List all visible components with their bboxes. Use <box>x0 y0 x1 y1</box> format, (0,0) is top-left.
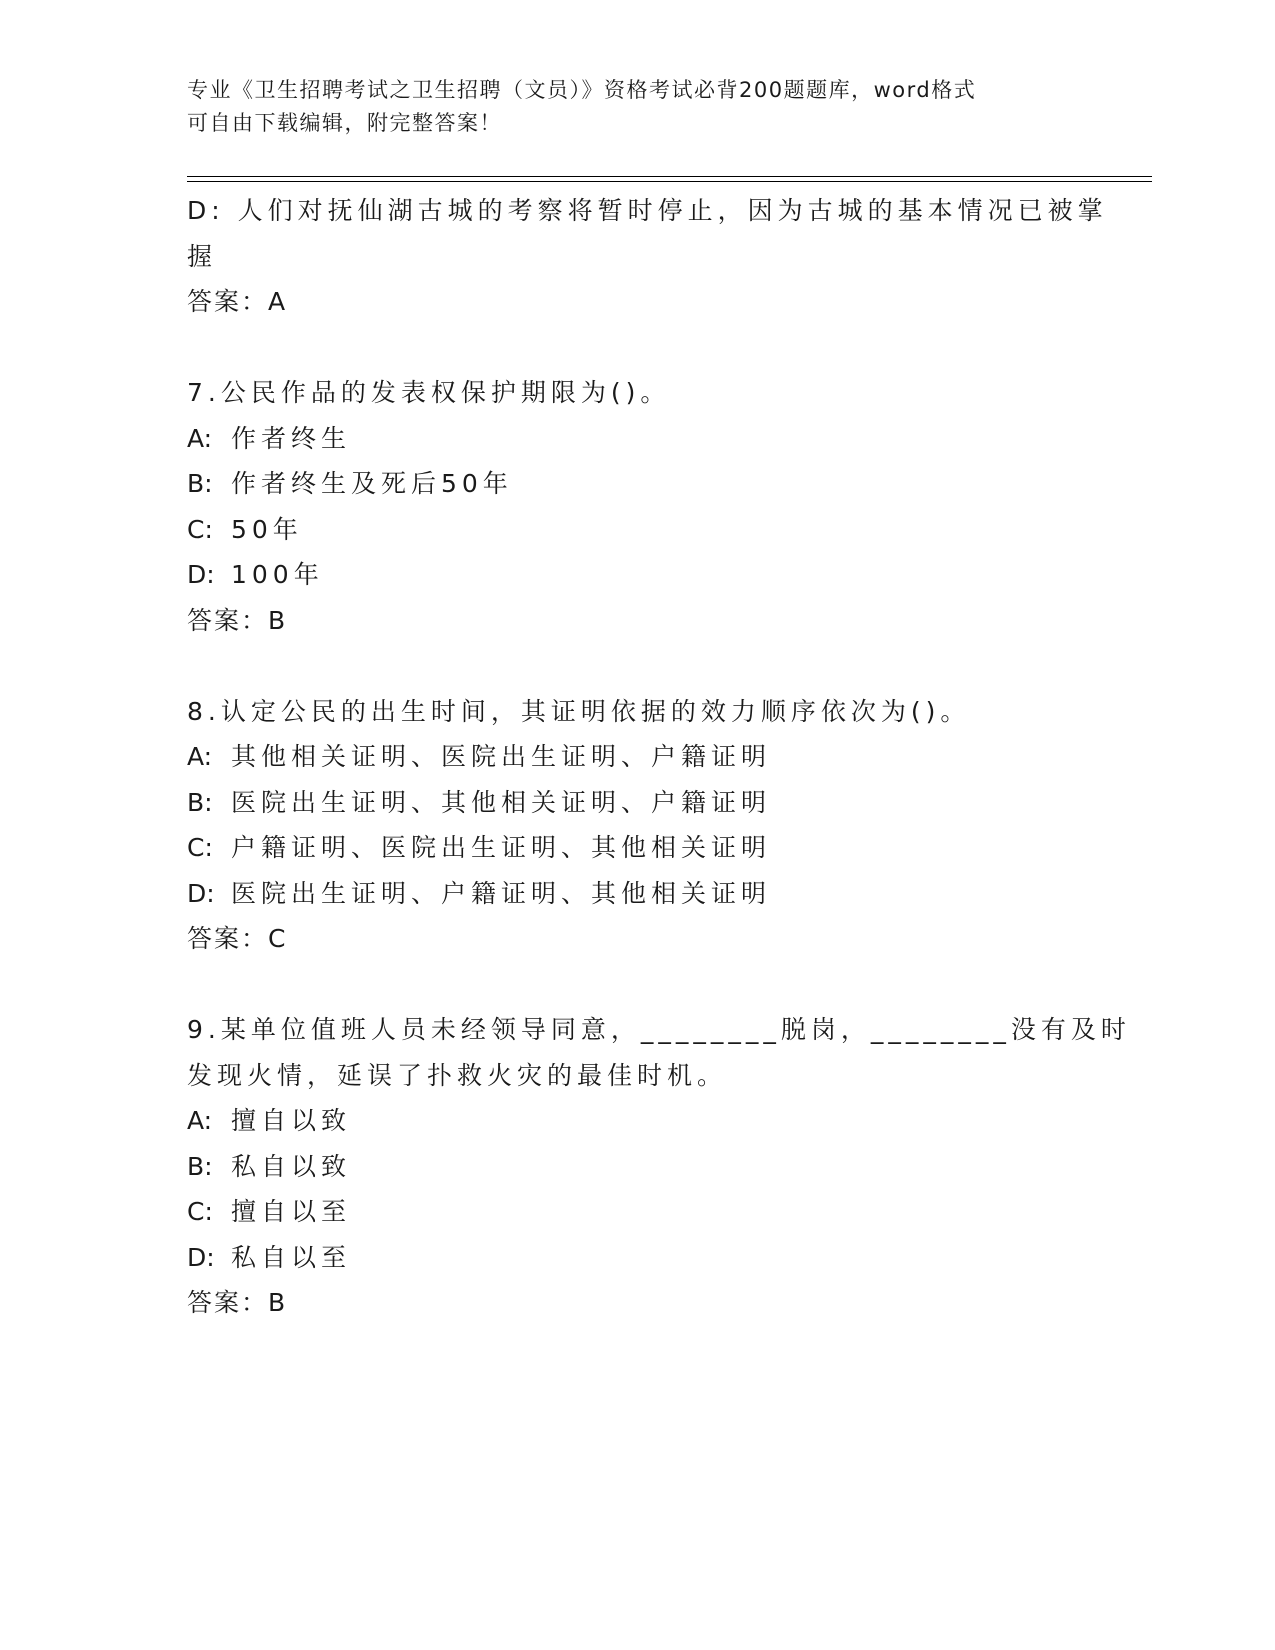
option-d <box>187 871 1087 917</box>
answer-line: 答案：B <box>187 1288 288 1317</box>
spacer <box>187 325 1087 371</box>
option-label: B: <box>187 787 213 817</box>
option-text: 擅自以至 <box>231 1197 352 1226</box>
option-label: A: <box>187 742 213 771</box>
header-title-line1: 专业《卫生招聘考试之卫生招聘（文员）》资格考试必背200题题库，word格式 <box>187 78 977 102</box>
question-content <box>187 188 1131 1326</box>
question-stem-line1: 9.某单位值班人员未经领导同意，________脱岗，________没有及时 <box>187 1015 1131 1044</box>
option-text: 作者终生及死后50年 <box>231 469 513 498</box>
answer-line: 答案：B <box>187 605 288 635</box>
option-text: 作者终生 <box>231 423 352 453</box>
option-a <box>187 734 1087 780</box>
question-stem: 7.公民作品的发表权保护期限为()。 <box>187 378 671 407</box>
option-c <box>187 507 1087 553</box>
option-d <box>187 552 1087 598</box>
option-text: 100年 <box>231 560 324 589</box>
option-text: 其他相关证明、医院出生证明、户籍证明 <box>231 742 772 771</box>
option-b <box>187 1144 1087 1190</box>
question-7 <box>187 370 1087 643</box>
option-text: 医院出生证明、其他相关证明、户籍证明 <box>231 787 772 817</box>
spacer <box>187 643 1087 689</box>
question-stem: 8.认定公民的出生时间，其证明依据的效力顺序依次为()。 <box>187 696 971 726</box>
option-text: 50年 <box>231 514 303 544</box>
header-title-line2: 可自由下载编辑，附完整答案！ <box>187 111 502 135</box>
option-c <box>187 825 1087 871</box>
option-label: A: <box>187 423 213 453</box>
option-text: 私自以致 <box>231 1151 352 1181</box>
option-a <box>187 1098 1087 1144</box>
option-b <box>187 780 1087 826</box>
option-d-line1: D: 人们对抚仙湖古城的考察将暂时停止，因为古城的基本情况已被掌 <box>187 196 1108 225</box>
header-divider-top <box>187 176 1152 177</box>
document-header <box>187 74 1087 140</box>
option-b <box>187 461 1087 507</box>
header-divider-bottom <box>187 181 1152 182</box>
option-c <box>187 1189 1087 1235</box>
answer-line: 答案：C <box>187 924 288 953</box>
option-label: B: <box>187 1151 213 1181</box>
option-text: 户籍证明、医院出生证明、其他相关证明 <box>231 833 772 862</box>
option-d-line2: 握 <box>187 241 218 271</box>
option-text: 私自以至 <box>231 1242 352 1272</box>
option-a <box>187 416 1087 462</box>
option-label: C: <box>187 514 213 544</box>
option-d <box>187 1235 1087 1281</box>
option-label: D: <box>187 878 215 908</box>
answer-line: 答案：A <box>187 287 288 316</box>
question-8 <box>187 689 1087 962</box>
option-label: D: <box>187 1242 215 1272</box>
option-label: C: <box>187 833 213 862</box>
question-stem-line2: 发现火情，延误了扑救火灾的最佳时机。 <box>187 1060 728 1090</box>
option-label: B: <box>187 469 213 498</box>
previous-question-tail <box>187 188 1108 325</box>
question-9 <box>187 1007 1131 1326</box>
option-text: 擅自以致 <box>231 1106 352 1135</box>
option-label: D: <box>187 560 215 589</box>
option-label: A: <box>187 1106 213 1135</box>
option-text: 医院出生证明、户籍证明、其他相关证明 <box>231 878 772 908</box>
spacer <box>187 962 1087 1008</box>
option-label: C: <box>187 1197 213 1226</box>
